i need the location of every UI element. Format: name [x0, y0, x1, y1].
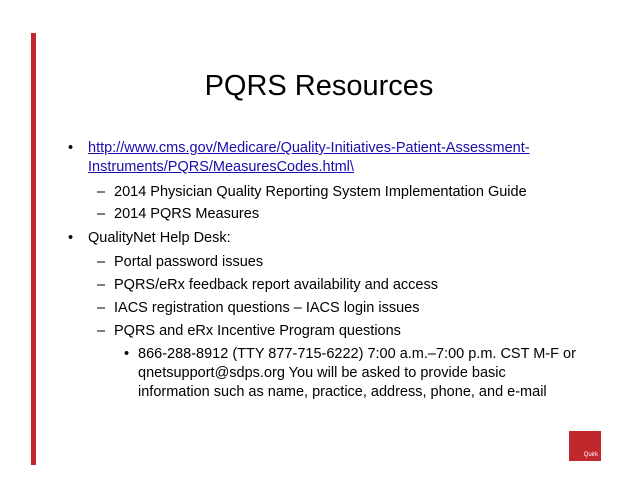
cms-link[interactable] [88, 139, 530, 157]
bullet-icon: • [68, 230, 74, 246]
bullet-icon: • [124, 346, 130, 362]
cms-link-continued[interactable] [88, 158, 354, 176]
contact-line-2: qnetsupport@sdps.org You will be asked to provide basic [138, 365, 506, 381]
list-item: IACS registration questions – IACS login issues [114, 300, 420, 316]
dash-marker: – [97, 206, 106, 222]
dash-marker: – [97, 323, 106, 339]
list-item: 2014 Physician Quality Reporting System Implementation Guide [114, 184, 527, 200]
cms-link-line-1[interactable]: http://www.cms.gov/Medicare/Quality-Initiatives-Patient-Assessment- [88, 140, 530, 156]
list-item: PQRS/eRx feedback report availability and access [114, 277, 438, 293]
contact-line-3: information such as name, practice, address, phone, and e-mail [138, 384, 547, 400]
cms-link-line-2[interactable]: Instruments/PQRS/MeasuresCodes.html\ [88, 159, 354, 175]
contact-line-1: 866-288-8912 (TTY 877-715-6222) 7:00 a.m.–7:00 p.m. CST M-F or [138, 346, 576, 362]
list-item: Portal password issues [114, 254, 264, 270]
slide-title: PQRS Resources [204, 70, 434, 102]
list-item: PQRS and eRx Incentive Program questions [114, 323, 401, 339]
help-desk-heading: QualityNet Help Desk: [88, 230, 231, 246]
dash-marker: – [97, 254, 106, 270]
dash-marker: – [97, 277, 106, 293]
dash-marker: – [97, 300, 106, 316]
quirk-logo [569, 431, 601, 461]
dash-marker: – [97, 184, 106, 200]
logo-label: Quirk [583, 452, 598, 458]
bullet-icon: • [68, 140, 74, 156]
list-item: 2014 PQRS Measures [114, 206, 260, 222]
